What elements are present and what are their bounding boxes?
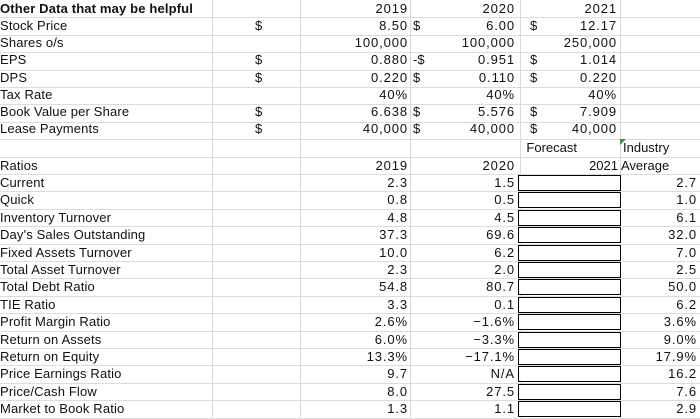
ratio-value-2020[interactable]: −3.3% [473, 331, 515, 347]
value-cell-2019[interactable]: 40,000 [362, 121, 408, 137]
ratios-year-header-2019[interactable]: 2019 [375, 158, 408, 173]
ratio-value-2019[interactable]: 2.3 [387, 262, 408, 277]
value-cell-2021[interactable]: 0.220 [579, 69, 617, 85]
ratio-value-2019[interactable]: 1.3 [387, 401, 408, 417]
forecast-2021-input[interactable] [518, 401, 621, 417]
data-row-label[interactable]: DPS [0, 69, 28, 85]
section-title-other-data[interactable]: Other Data that may be helpful [0, 1, 194, 16]
currency-symbol-2019: $ [255, 69, 263, 85]
ratio-value-2019[interactable]: 6.0% [374, 331, 408, 347]
ratio-label[interactable]: Profit Margin Ratio [0, 314, 111, 330]
year-header-2019[interactable]: 2019 [375, 1, 408, 16]
ratio-label[interactable]: TIE Ratio [0, 296, 56, 312]
ratio-label[interactable]: Total Asset Turnover [0, 262, 121, 277]
currency-symbol-2019 [255, 86, 275, 103]
value-cell-2019[interactable]: 0.880 [370, 52, 408, 68]
data-row-label[interactable]: Book Value per Share [0, 104, 130, 119]
ratio-label[interactable]: Inventory Turnover [0, 209, 112, 225]
ratio-label[interactable]: Price Earnings Ratio [0, 366, 122, 382]
ratio-label[interactable]: Day's Sales Outstanding [0, 227, 146, 243]
ratio-value-2019[interactable]: 2.3 [387, 175, 408, 190]
ratio-label[interactable]: Total Debt Ratio [0, 279, 95, 295]
ratio-label[interactable]: Price/Cash Flow [0, 383, 97, 399]
value-cell-2020[interactable]: 5.576 [477, 104, 515, 119]
data-row-label[interactable]: Shares o/s [0, 35, 64, 51]
ratio-value-2020[interactable]: 0.5 [494, 192, 515, 208]
ratio-value-2020[interactable]: 1.5 [494, 175, 515, 190]
ratio-value-2020[interactable]: 1.1 [494, 401, 515, 417]
ratio-value-2019[interactable]: 54.8 [379, 279, 408, 295]
forecast-2021-input[interactable] [518, 210, 621, 226]
value-cell-2019[interactable]: 8.50 [379, 18, 408, 33]
ratio-value-2020[interactable]: N/A [490, 366, 515, 382]
ratio-value-2019[interactable]: 9.7 [387, 366, 408, 382]
year-header-2020[interactable]: 2020 [482, 1, 515, 16]
industry-average-value[interactable]: 1.0 [676, 192, 697, 208]
ratio-label[interactable]: Current [0, 175, 45, 190]
ratios-year-header-2021[interactable]: 2021 [589, 158, 618, 173]
industry-average-value[interactable]: 2.7 [676, 175, 697, 190]
ratio-value-2019[interactable]: 37.3 [379, 227, 408, 243]
industry-label[interactable]: Industry [623, 140, 670, 155]
ratio-value-2020[interactable]: 0.1 [494, 296, 515, 312]
ratio-value-2020[interactable]: 2.0 [494, 262, 515, 277]
value-cell-2019[interactable]: 40% [379, 86, 408, 102]
ratios-year-header-2020[interactable]: 2020 [482, 158, 515, 173]
value-cell-2021[interactable]: 1.014 [579, 52, 617, 68]
value-cell-2020[interactable]: 100,000 [461, 35, 515, 51]
currency-symbol-2019: $ [255, 104, 263, 119]
industry-average-value[interactable]: 7.0 [676, 244, 697, 260]
forecast-2021-input[interactable] [518, 279, 621, 295]
ratio-label[interactable]: Fixed Assets Turnover [0, 244, 132, 260]
ratio-value-2019[interactable]: 0.8 [387, 192, 408, 208]
ratio-value-2019[interactable]: 4.8 [387, 209, 408, 225]
currency-symbol-2019: $ [255, 121, 263, 137]
data-row-label[interactable]: Stock Price [0, 18, 68, 33]
forecast-2021-input[interactable] [518, 349, 621, 365]
currency-symbol-2021: $ [530, 18, 538, 33]
industry-average-value[interactable]: 17.9% [655, 349, 697, 364]
industry-average-value[interactable]: 9.0% [663, 331, 697, 347]
currency-symbol-2020: -$ [413, 52, 425, 68]
row-gridline [0, 139, 700, 140]
value-cell-2021[interactable]: 12.17 [579, 18, 617, 33]
forecast-2021-input[interactable] [518, 175, 621, 191]
currency-symbol-2020 [413, 86, 435, 103]
value-cell-2020[interactable]: 0.110 [478, 69, 515, 85]
ratio-label[interactable]: Return on Equity [0, 349, 100, 364]
forecast-2021-input[interactable] [518, 297, 621, 313]
value-cell-2021[interactable]: 40,000 [571, 121, 617, 137]
ratio-label[interactable]: Market to Book Ratio [0, 401, 125, 417]
ratio-value-2020[interactable]: −17.1% [465, 349, 515, 364]
currency-symbol-2021: $ [530, 69, 538, 85]
currency-symbol-2021: $ [530, 52, 538, 68]
data-row-label[interactable]: Lease Payments [0, 121, 99, 137]
currency-symbol-2020: $ [413, 69, 421, 85]
value-cell-2021[interactable]: 250,000 [563, 35, 617, 51]
industry-average-value[interactable]: 32.0 [668, 227, 697, 243]
forecast-label[interactable]: Forecast [526, 140, 577, 155]
value-cell-2021[interactable]: 7.909 [579, 104, 617, 119]
forecast-2021-input[interactable] [518, 192, 621, 208]
industry-average-value[interactable]: 7.6 [676, 383, 697, 399]
currency-symbol-2021: $ [530, 104, 538, 119]
value-cell-2020[interactable]: 0.951 [477, 52, 515, 68]
currency-symbol-2020: $ [413, 18, 421, 33]
value-cell-2020[interactable]: 40,000 [469, 121, 515, 137]
currency-symbol-2020 [413, 34, 435, 51]
ratio-value-2020[interactable]: −1.6% [473, 314, 515, 330]
ratio-value-2020[interactable]: 69.6 [486, 227, 515, 243]
industry-average-value[interactable]: 6.2 [676, 296, 697, 312]
ratio-value-2019[interactable]: 8.0 [387, 383, 408, 399]
currency-symbol-2019: $ [255, 52, 263, 68]
currency-symbol-2020: $ [413, 104, 421, 119]
comment-indicator-icon[interactable] [620, 139, 626, 145]
value-cell-2020[interactable]: 6.00 [486, 18, 515, 33]
value-cell-2020[interactable]: 40% [486, 86, 515, 102]
ratio-value-2020[interactable]: 27.5 [486, 383, 515, 399]
ratio-value-2020[interactable]: 6.2 [494, 244, 515, 260]
ratio-value-2020[interactable]: 80.7 [486, 279, 515, 295]
ratio-value-2019[interactable]: 3.3 [387, 296, 408, 312]
forecast-2021-input[interactable] [518, 262, 621, 278]
forecast-2021-input[interactable] [518, 384, 621, 400]
data-row-label[interactable]: Tax Rate [0, 86, 53, 102]
currency-symbol-2019: $ [255, 18, 263, 33]
industry-average-label[interactable]: Average [621, 158, 670, 173]
industry-average-value[interactable]: 2.5 [676, 262, 697, 277]
industry-average-value[interactable]: 2.9 [676, 401, 697, 417]
ratio-value-2019[interactable]: 2.6% [374, 314, 408, 330]
currency-symbol-2020: $ [413, 121, 421, 137]
value-cell-2019[interactable]: 0.220 [370, 69, 408, 85]
currency-symbol-2021: $ [530, 121, 538, 137]
value-cell-2019[interactable]: 6.638 [370, 104, 408, 119]
value-cell-2019[interactable]: 100,000 [354, 35, 408, 51]
industry-average-value[interactable]: 3.6% [663, 314, 697, 330]
forecast-2021-input[interactable] [518, 227, 621, 243]
industry-average-value[interactable]: 16.2 [668, 366, 697, 382]
industry-average-value[interactable]: 6.1 [676, 209, 697, 225]
data-row-label[interactable]: EPS [0, 52, 27, 68]
ratio-value-2019[interactable]: 13.3% [366, 349, 408, 364]
forecast-2021-input[interactable] [518, 314, 621, 330]
currency-symbol-2019 [255, 34, 275, 51]
ratio-value-2019[interactable]: 10.0 [379, 244, 408, 260]
forecast-2021-input[interactable] [518, 245, 621, 261]
ratio-label[interactable]: Quick [0, 192, 34, 208]
forecast-2021-input[interactable] [518, 332, 621, 348]
industry-average-value[interactable]: 50.0 [668, 279, 697, 295]
ratio-label[interactable]: Return on Assets [0, 331, 102, 347]
forecast-2021-input[interactable] [518, 366, 621, 382]
ratio-value-2020[interactable]: 4.5 [494, 209, 515, 225]
year-header-2021[interactable]: 2021 [584, 1, 617, 16]
section-title-ratios[interactable]: Ratios [0, 158, 38, 173]
value-cell-2021[interactable]: 40% [588, 86, 617, 102]
